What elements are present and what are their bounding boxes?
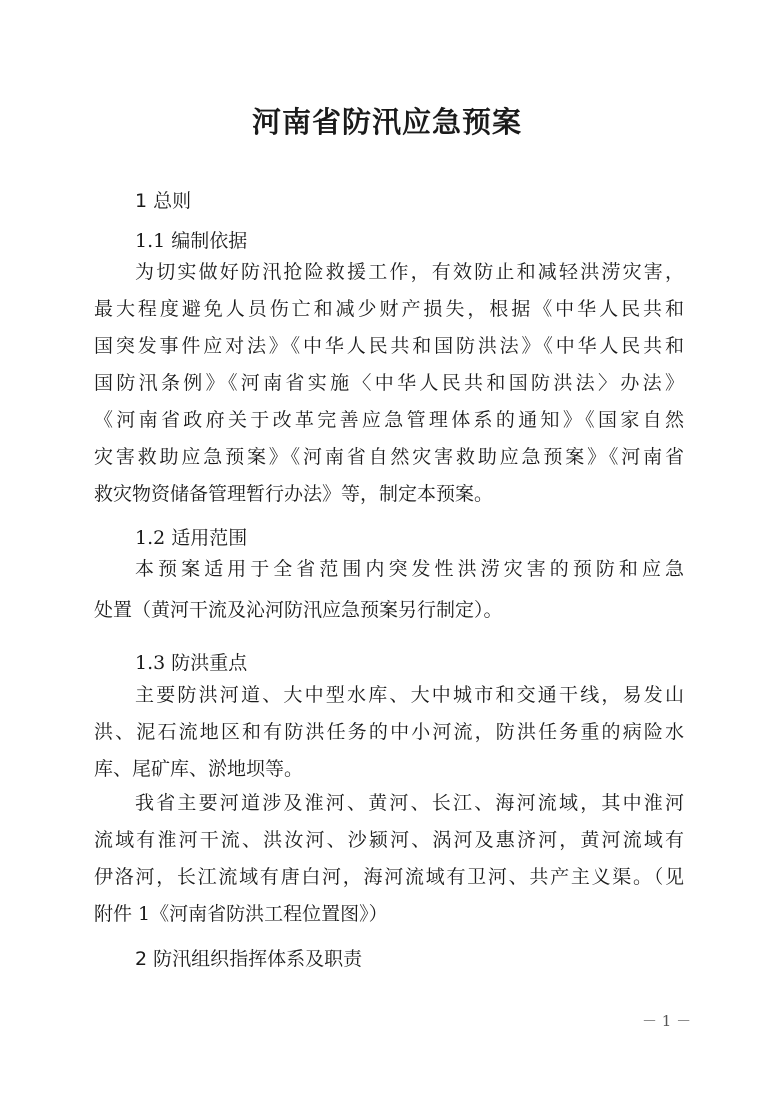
- text-line: 为切实做好防汛抢险救援工作，有效防止和减轻洪涝灾害，: [135, 261, 684, 283]
- text-line: 国突发事件应对法》《中华人民共和国防洪法》《中华人民共和: [94, 335, 684, 357]
- page-number: － 1 －: [642, 1012, 692, 1030]
- text-line: 国防汛条例》《河南省实施〈中华人民共和国防洪法〉办法》: [94, 372, 684, 394]
- text-line: 本预案适用于全省范围内突发性洪涝灾害的预防和应急: [135, 558, 684, 580]
- text-line: 《河南省政府关于改革完善应急管理体系的通知》《国家自然: [94, 409, 684, 431]
- text-line: 流域有淮河干流、洪汝河、沙颍河、涡河及惠济河，黄河流域有: [94, 829, 684, 851]
- subsection-heading-1-2: 1.2 适用范围: [135, 527, 248, 549]
- text-line: 附件 1《河南省防洪工程位置图》）: [94, 903, 388, 925]
- paragraph-scope: [94, 551, 684, 629]
- section-heading-2: 2 防汛组织指挥体系及职责: [135, 948, 363, 970]
- section-heading-1: 1 总则: [135, 190, 192, 212]
- text-line: 灾害救助应急预案》《河南省自然灾害救助应急预案》《河南省: [94, 446, 684, 468]
- document-title: 河南省防汛应急预案: [251, 105, 522, 139]
- text-line: 最大程度避免人员伤亡和减少财产损失，根据《中华人民共和: [94, 298, 684, 320]
- paragraph-river-basins: [94, 785, 684, 933]
- text-line: 我省主要河道涉及淮河、黄河、长江、海河流域，其中淮河: [135, 792, 684, 814]
- subsection-heading-1-3: 1.3 防洪重点: [135, 652, 248, 674]
- text-line: 伊洛河，长江流域有唐白河，海河流域有卫河、共产主义渠。（见: [94, 866, 684, 888]
- text-line: 救灾物资储备管理暂行办法》等，制定本预案。: [94, 483, 494, 505]
- text-line: 洪、泥石流地区和有防洪任务的中小河流，防洪任务重的病险水: [94, 721, 684, 743]
- subsection-heading-1-1: 1.1 编制依据: [135, 230, 248, 252]
- paragraph-basis: [94, 254, 684, 513]
- text-line: 库、尾矿库、淤地坝等。: [94, 758, 304, 780]
- text-line: 主要防洪河道、大中型水库、大中城市和交通干线，易发山: [135, 684, 684, 706]
- text-line: 处置（黄河干流及沁河防汛应急预案另行制定）。: [94, 599, 503, 621]
- paragraph-key-areas: [94, 677, 684, 788]
